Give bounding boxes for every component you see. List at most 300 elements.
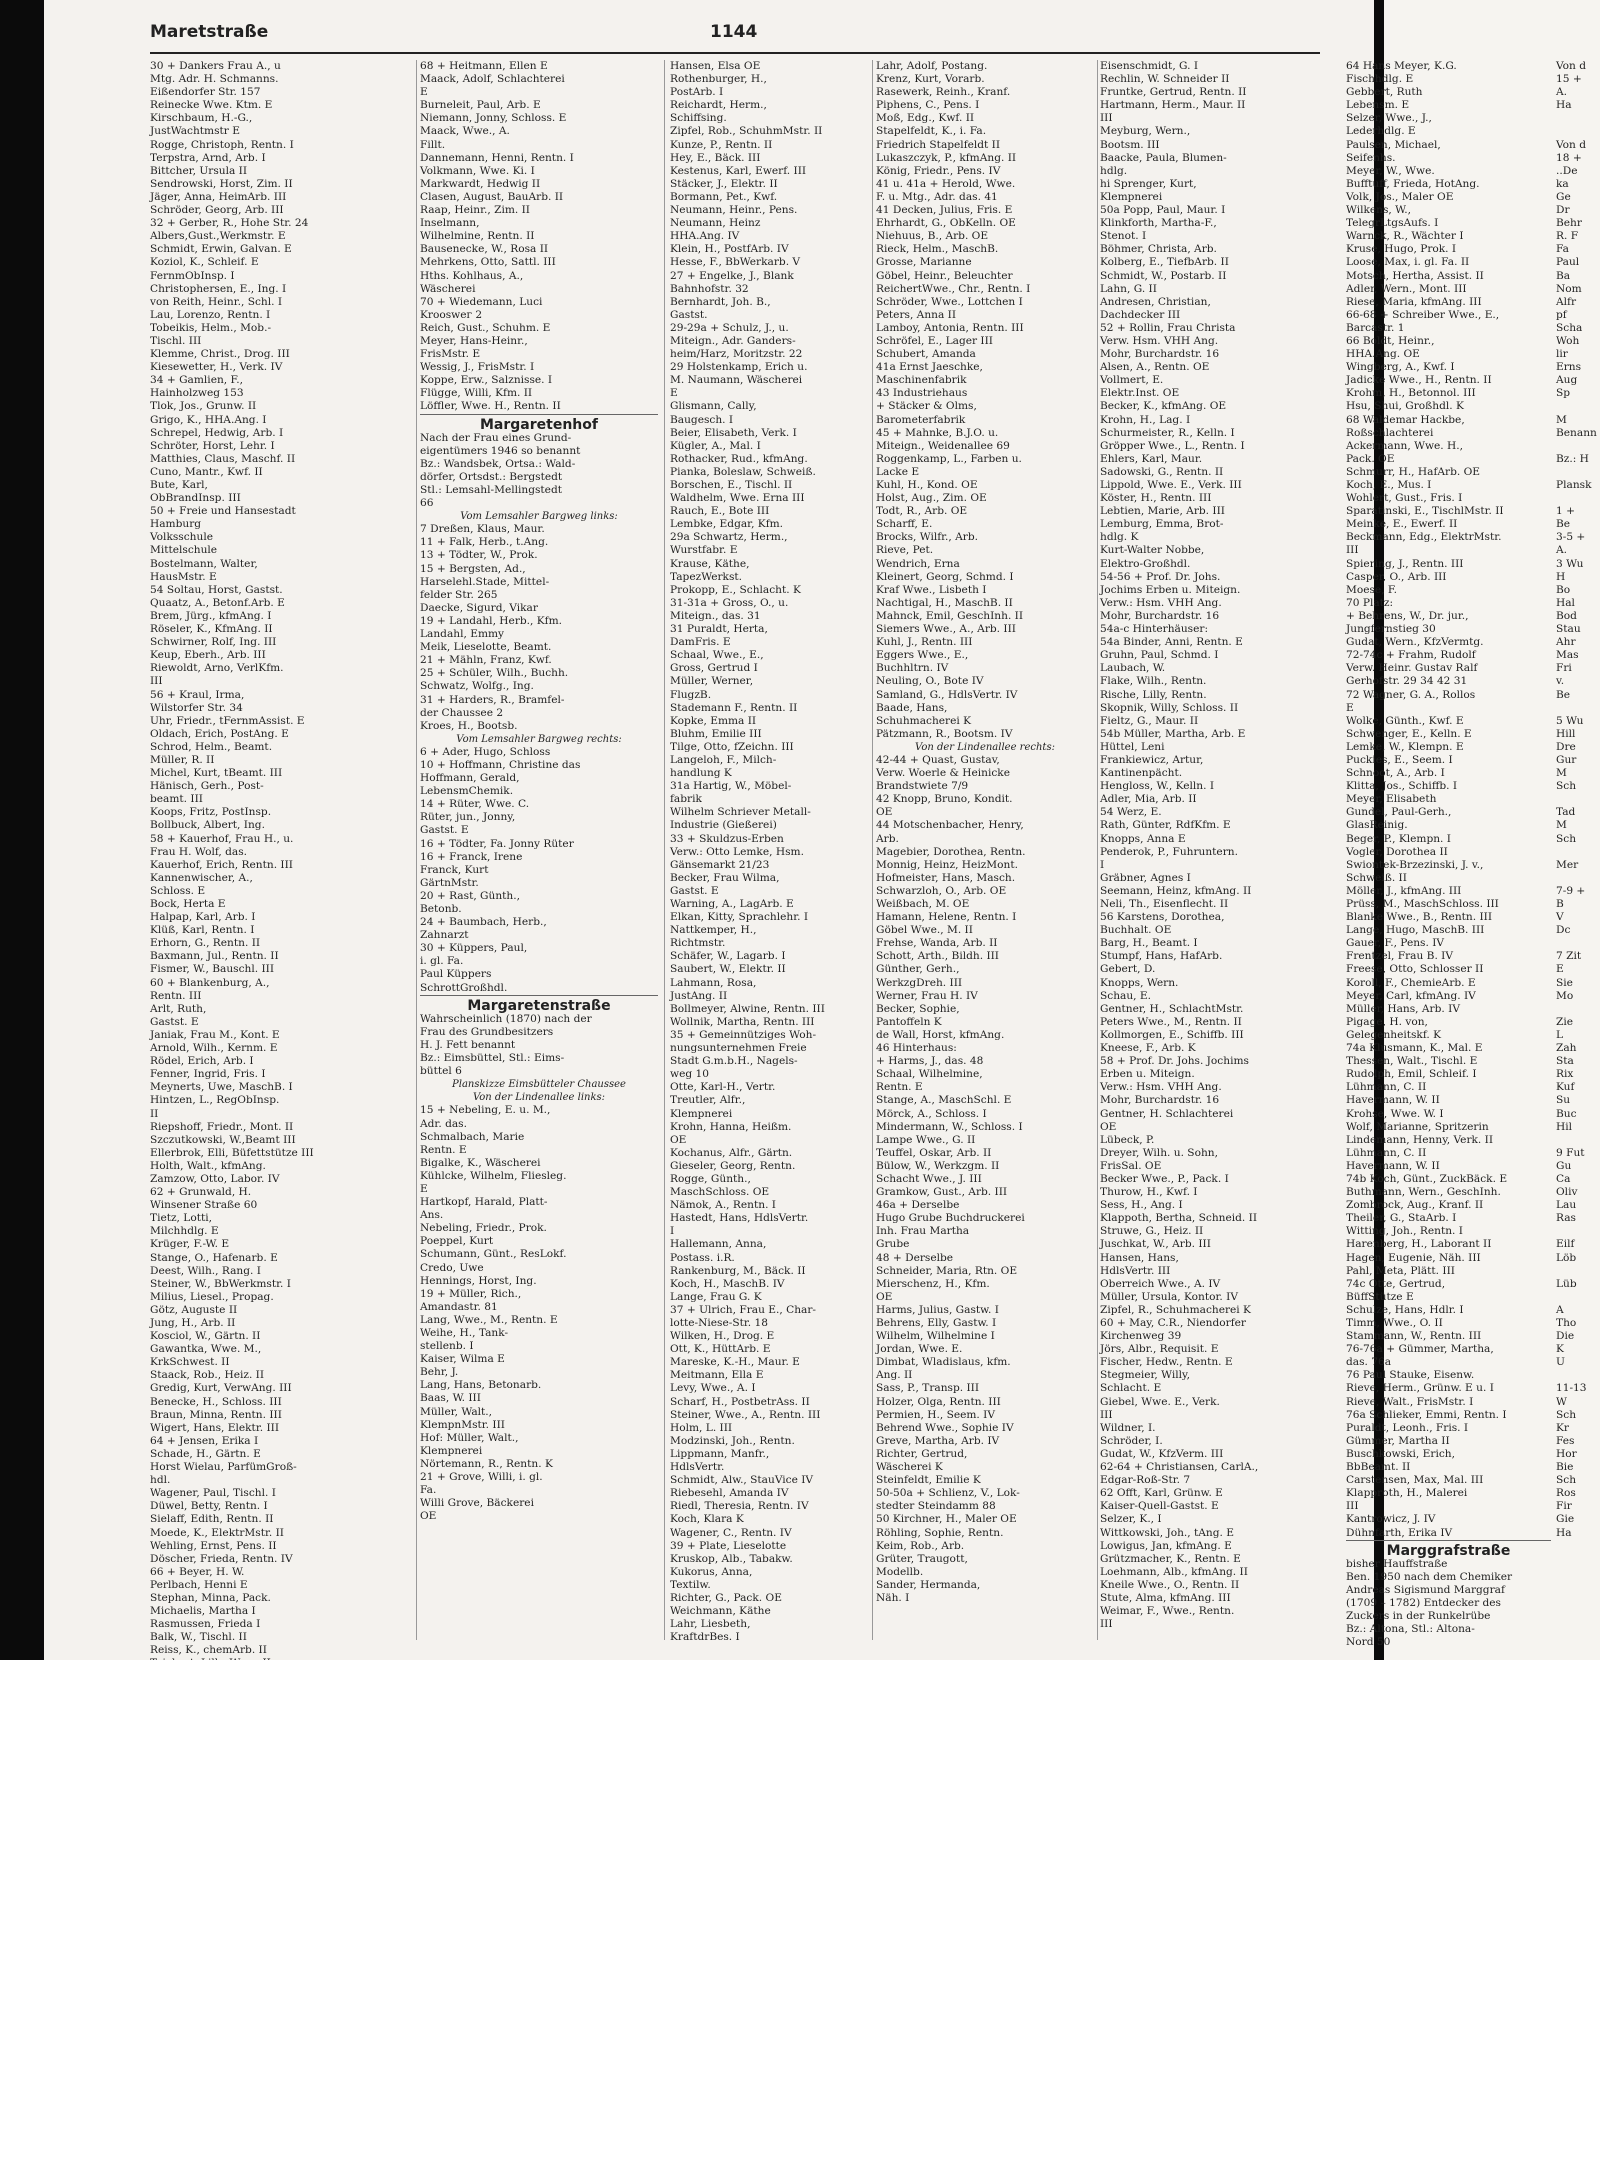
- directory-entry-line: Löb: [1556, 1251, 1577, 1264]
- directory-entry-line: Bausenecke, W., Rosa II: [420, 243, 549, 256]
- directory-entry-line: [1556, 1265, 1600, 1278]
- directory-entry-line: Franck, Kurt: [420, 863, 489, 876]
- directory-entry-line: Hallemann, Anna,: [670, 1238, 767, 1251]
- directory-entry-line: Wolf, Marianne, Spritzerin: [1346, 1120, 1489, 1133]
- directory-entry-line: OE: [876, 806, 893, 819]
- directory-entry-line: Mahnck, Emil, GeschInh. II: [876, 609, 1024, 622]
- directory-entry-line: lotte-Niese-Str. 18: [670, 1317, 768, 1329]
- directory-entry-line: Textilw.: [670, 1578, 711, 1591]
- directory-entry-line: B: [1556, 898, 1564, 910]
- section-note: Von der Lindenallee rechts:: [915, 741, 1055, 753]
- street-heading: Margaretenhof: [420, 414, 658, 432]
- directory-entry-line: Richter, Gertrud,: [876, 1447, 968, 1460]
- directory-entry-line: Gawantka, Wwe. M.,: [150, 1343, 262, 1356]
- directory-entry-line: Röseler, K., KfmAng. II: [150, 623, 273, 636]
- directory-entry-line: Verw.: Hsm. VHH Ang.: [1100, 596, 1222, 609]
- directory-entry-line: Klemme, Christ., Drog. III: [150, 348, 290, 361]
- directory-entry-line: Halpap, Karl, Arb. I: [150, 911, 256, 924]
- directory-entry-line: Inselmann,: [420, 217, 480, 230]
- directory-entry-line: Hagen, Eugenie, Näh. III: [1346, 1251, 1481, 1264]
- directory-entry-line: Werner, Frau H. IV: [876, 989, 978, 1002]
- directory-entry-line: Meinke, E., Ewerf. II: [1346, 518, 1458, 531]
- directory-entry-line: Wilstorfer Str. 34: [150, 701, 243, 714]
- directory-entry-line: Meyer, Hans-Heinr.,: [420, 334, 528, 347]
- directory-entry-line: Schneider, Maria, Rtn. OE: [876, 1264, 1018, 1277]
- directory-entry-line: Koppe, Erw., Salznisse. I: [420, 374, 553, 387]
- directory-entry-line: Skopnik, Willy, Schloss. II: [1100, 701, 1239, 714]
- directory-entry-line: Hänisch, Gerh., Post-: [150, 780, 264, 793]
- directory-entry-line: Hansen, Elsa OE: [670, 60, 761, 72]
- directory-entry-line: Lacke E: [876, 465, 920, 478]
- directory-entry-line: FrisSal. OE: [1100, 1159, 1162, 1172]
- directory-entry-line: 11-13: [1556, 1382, 1587, 1395]
- directory-entry-line: Maack, Wwe., A.: [420, 125, 510, 138]
- directory-entry-line: [1556, 1225, 1600, 1238]
- directory-entry-line: Volkmann, Wwe. Ki. I: [420, 164, 535, 177]
- directory-entry-line: Rieve, Pet.: [876, 544, 934, 557]
- directory-entry-line: Buchhltrn. IV: [876, 662, 949, 675]
- directory-entry-line: 41 u. 41a + Herold, Wwe.: [876, 177, 1016, 190]
- directory-entry-line: Hill: [1556, 727, 1576, 740]
- directory-entry-line: Frau des Grundbesitzers: [420, 1025, 554, 1038]
- directory-entry-line: Brandstwiete 7/9: [876, 780, 969, 793]
- directory-entry-line: Schulze, Hans, Hdlr. I: [1346, 1303, 1464, 1316]
- directory-entry-line: Jordan, Wwe. E.: [876, 1343, 963, 1356]
- directory-entry-line: 41a Ernst Jaeschke,: [876, 361, 983, 374]
- directory-entry-line: II: [150, 1107, 159, 1120]
- directory-entry-line: Wehling, Ernst, Pens. II: [150, 1539, 277, 1552]
- directory-entry-line: 42 Knopp, Bruno, Kondit.: [876, 793, 1013, 806]
- directory-entry-line: Harselehl.Stade, Mittel-: [420, 575, 550, 588]
- directory-entry-line: Hainholzweg 153: [150, 387, 244, 400]
- directory-entry-line: 66: [420, 497, 434, 510]
- directory-entry-line: Mtg. Adr. H. Schmanns.: [150, 73, 279, 86]
- directory-entry-line: Gredig, Kurt, VerwAng. III: [150, 1382, 292, 1395]
- directory-entry-line: E: [420, 86, 428, 99]
- directory-entry-line: Elkan, Kitty, Sprachlehr. I: [670, 911, 809, 924]
- directory-entry-line: Wendrich, Erna: [876, 557, 960, 570]
- directory-entry-line: Nach der Frau eines Grund-: [420, 431, 572, 444]
- directory-entry-line: Thurow, H., Kwf. I: [1100, 1186, 1198, 1199]
- directory-entry-line: Albers,Gust.,Werkmstr. E: [150, 230, 286, 243]
- directory-entry-line: Wolke, Günth., Kwf. E: [1346, 714, 1464, 727]
- directory-entry-line: Mohr, Burchardstr. 16: [1100, 1094, 1220, 1107]
- directory-entry-line: Hamburg: [150, 518, 202, 531]
- directory-entry-line: Mittelschule: [150, 544, 218, 557]
- directory-entry-line: Wilken, H., Drog. E: [670, 1330, 775, 1343]
- directory-entry-line: Schade, H., Gärtn. E: [150, 1447, 261, 1460]
- directory-entry-line: Jäger, Anna, HeimArb. III: [150, 190, 287, 203]
- directory-entry-line: Janiak, Frau M., Kont. E: [150, 1028, 280, 1041]
- directory-entry-line: Maack, Adolf, Schlachterei: [420, 73, 565, 86]
- directory-entry-line: [1556, 793, 1600, 806]
- directory-entry-line: Elektr.Inst. OE: [1100, 387, 1180, 400]
- directory-entry-line: Schmidt, W., Postarb. II: [1100, 269, 1227, 282]
- directory-entry-line: Lemburg, Emma, Brot-: [1100, 518, 1224, 531]
- directory-entry-line: 70 Platz:: [1346, 596, 1394, 609]
- directory-entry-line: Fa.: [420, 1484, 437, 1497]
- directory-entry-line: Hof: Müller, Walt.,: [420, 1431, 519, 1444]
- directory-entry-line: Gräbner, Agnes I: [1100, 871, 1191, 884]
- column-divider: [416, 60, 417, 1640]
- street-heading: Marggrafstraße: [1346, 1540, 1551, 1558]
- directory-entry-line: 3-5 +: [1556, 531, 1586, 544]
- directory-entry-line: 72-74c + Frahm, Rudolf: [1346, 649, 1476, 662]
- directory-entry-line: 32 + Gerber, R., Hohe Str. 24: [150, 217, 309, 230]
- directory-entry-line: Wilkens, W.,: [1346, 204, 1411, 217]
- directory-entry-line: Otte, Karl-H., Vertr.: [670, 1081, 776, 1094]
- column-divider: [872, 60, 873, 1640]
- directory-entry-line: Niemann, Jonny, Schloss. E: [420, 112, 567, 125]
- directory-entry-line: Bluhm, Emilie III: [670, 727, 762, 740]
- directory-entry-line: Reiss, K., chemArb. II: [150, 1644, 267, 1657]
- directory-entry-line: Industrie (Gießerei): [670, 819, 777, 832]
- directory-entry-line: nungsunternehmen Freie: [670, 1042, 807, 1055]
- directory-entry-line: Amandastr. 81: [420, 1300, 498, 1313]
- directory-entry-line: Krohn, H., Lag. I: [1100, 413, 1191, 426]
- directory-entry-line: Nörtemann, R., Rentn. K: [420, 1457, 553, 1470]
- section-note: Von der Lindenallee links:: [472, 1092, 606, 1104]
- directory-entry-line: Schwenger, E., Kelln. E: [1346, 727, 1472, 740]
- directory-entry-line: Eilf: [1556, 1238, 1575, 1251]
- directory-entry-line: Swiontek-Brzezinski, J. v.,: [1346, 858, 1484, 871]
- directory-entry-line: 43 Industriehaus: [876, 387, 968, 400]
- directory-entry-line: LebensmChemik.: [420, 785, 514, 798]
- directory-entry-line: Gruhn, Paul, Schmd. I: [1100, 649, 1219, 662]
- directory-entry-line: Lampe Wwe., G. II: [876, 1133, 976, 1146]
- directory-entry-line: Göbel, Heinr., Beleuchter: [876, 269, 1013, 282]
- directory-entry-line: Gie: [1556, 1513, 1575, 1526]
- directory-entry-line: Müller, Hans, Arb. IV: [1346, 1002, 1460, 1015]
- directory-entry-line: 24 + Baumbach, Herb.,: [420, 916, 547, 929]
- directory-entry-line: Verw. Hsm. VHH Ang.: [1100, 334, 1219, 347]
- directory-entry-line: I: [1100, 858, 1105, 871]
- directory-entry-line: Reinecke Wwe. Ktm. E: [150, 99, 273, 112]
- directory-entry-line: fabrik: [670, 793, 702, 806]
- directory-entry-line: Harenberg, H., Laborant II: [1346, 1238, 1492, 1251]
- directory-entry-line: Peters, Anna II: [876, 308, 957, 321]
- directory-entry-line: Balk, W., Tischl. II: [150, 1631, 247, 1644]
- directory-entry-line: Lau: [1556, 1199, 1577, 1212]
- directory-entry-line: Michaelis, Martha I: [150, 1605, 256, 1618]
- directory-entry-line: Christophersen, E., Ing. I: [150, 282, 287, 295]
- directory-entry-line: Sielaff, Edith, Rentn. II: [150, 1513, 274, 1526]
- directory-entry-line: Mindermann, W., Schloss. I: [876, 1120, 1023, 1133]
- directory-entry-line: Hamann, Helene, Rentn. I: [876, 911, 1017, 924]
- directory-entry-line: Witting, Joh., Rentn. I: [1346, 1225, 1463, 1238]
- directory-entry-line: Stademann F., Rentn. II: [670, 701, 798, 714]
- directory-entry-line: Kantinenpächt.: [1100, 767, 1183, 780]
- directory-entry-line: Verw.: Hsm. VHH Ang.: [1100, 1081, 1222, 1094]
- directory-entry-line: Keim, Rob., Arb.: [876, 1539, 965, 1552]
- directory-entry-line: Koch, E., Mus. I: [1346, 479, 1432, 491]
- directory-entry-line: Ca: [1556, 1172, 1571, 1185]
- directory-entry-line: 60 + Blankenburg, A.,: [150, 976, 270, 989]
- directory-entry-line: Winsener Straße 60: [150, 1199, 258, 1212]
- directory-entry-line: Ros: [1556, 1487, 1576, 1500]
- directory-entry-line: Lübeck, P.: [1100, 1133, 1155, 1146]
- directory-entry-line: Benecke, H., Schloss. III: [150, 1395, 282, 1408]
- directory-entry-line: Adler, Wern., Mont. III: [1346, 282, 1467, 295]
- directory-entry-line: TapezWerkst.: [670, 570, 743, 583]
- directory-entry-line: Alfr: [1556, 295, 1577, 308]
- directory-entry-line: Stäcker, J., Elektr. II: [670, 177, 778, 190]
- directory-entry-line: Erben u. Miteign.: [1100, 1068, 1195, 1081]
- directory-entry-line: Kleinert, Georg, Schmd. I: [876, 570, 1014, 583]
- directory-entry-line: Ha: [1556, 1526, 1572, 1539]
- directory-entry-line: Wagener, Paul, Tischl. I: [150, 1487, 276, 1500]
- directory-entry-line: Krooswег 2: [420, 308, 483, 321]
- directory-entry-line: 31a Hartig, W., Möbel-: [670, 780, 792, 793]
- directory-entry-line: dörfer, Ortsdst.: Bergstedt: [420, 470, 563, 483]
- directory-entry-line: Bute, Karl,: [150, 479, 208, 491]
- directory-entry-line: 31 Puraldt, Herta,: [670, 623, 768, 636]
- directory-entry-line: Perlbach, Henni E: [150, 1578, 248, 1591]
- directory-entry-line: Schacht Wwe., J. III: [876, 1172, 982, 1185]
- directory-entry-line: Fruntke, Gertrud, Rentn. II: [1100, 86, 1247, 99]
- directory-entry-line: Mas: [1556, 649, 1579, 662]
- directory-entry-line: Elektro-Großhdl.: [1100, 557, 1191, 570]
- directory-entry-line: BbBeamt. II: [1346, 1461, 1411, 1474]
- directory-entry-line: Terpstra, Arnd, Arb. I: [150, 151, 266, 164]
- directory-entry-line: III: [1100, 1408, 1113, 1421]
- directory-entry-line: Schurmeister, R., Kelln. I: [1100, 426, 1235, 439]
- directory-entry-line: Kneese, F., Arb. K: [1100, 1042, 1196, 1055]
- directory-entry-line: Lühmann, C. II: [1346, 1146, 1427, 1159]
- directory-entry-line: Lange, Frau G. K: [670, 1290, 762, 1303]
- directory-entry-line: Maschinenfabrik: [876, 374, 967, 387]
- directory-entry-line: Sess, H., Ang. I: [1100, 1199, 1183, 1212]
- directory-entry-line: Lamboy, Antonia, Rentn. III: [876, 321, 1024, 334]
- directory-entry-line: Holm, L. III: [670, 1421, 733, 1434]
- directory-entry-line: Nom: [1556, 282, 1582, 295]
- directory-entry-line: Thessen, Walt., Tischl. E: [1346, 1055, 1478, 1068]
- directory-entry-line: Roggenkamp, L., Farben u.: [876, 452, 1022, 465]
- directory-entry-line: Kneile Wwe., O., Rentn. II: [1100, 1578, 1240, 1591]
- directory-entry-line: Clasen, August, BauArb. II: [420, 190, 564, 203]
- directory-entry-line: Brocks, Wilfr., Arb.: [876, 531, 979, 544]
- directory-entry-line: Klempnerei: [420, 1444, 483, 1457]
- directory-entry-line: Ans.: [420, 1209, 444, 1222]
- directory-entry-line: Kirchenweg 39: [1100, 1330, 1182, 1343]
- directory-entry-line: Holst, Aug., Zim. OE: [876, 492, 987, 505]
- directory-entry-line: Hor: [1556, 1447, 1577, 1460]
- directory-entry-line: Gentner, H., SchlachtMstr.: [1100, 1002, 1244, 1015]
- directory-entry-line: 74a Klusmann, K., Mal. E: [1346, 1042, 1483, 1055]
- directory-entry-line: Arb.: [876, 832, 899, 845]
- directory-entry-line: Schaal, Wilhelmine,: [876, 1068, 983, 1081]
- directory-entry-line: Gieseler, Georg, Rentn.: [670, 1159, 796, 1172]
- directory-entry-line: Moede, K., ElektrMstr. II: [150, 1526, 284, 1539]
- directory-entry-line: III: [1100, 112, 1113, 125]
- directory-entry-line: Prokopp, E., Schlacht. K: [670, 583, 801, 596]
- directory-entry-line: Sch: [1556, 780, 1577, 793]
- directory-entry-line: Sendrowski, Horst, Zim. II: [150, 177, 293, 190]
- directory-entry-line: Woh: [1556, 334, 1580, 347]
- directory-entry-line: Adler, Mia, Arb. II: [1100, 793, 1197, 806]
- directory-entry-line: Flake, Wilh., Rentn.: [1100, 675, 1207, 688]
- directory-entry-line: Plansk: [1556, 479, 1592, 491]
- directory-entry-line: Meyburg, Wern.,: [1100, 125, 1191, 138]
- directory-entry-line: FrisMstr. E: [420, 348, 481, 361]
- directory-entry-line: Inh. Frau Martha: [876, 1225, 970, 1238]
- directory-entry-line: Bufftuff, Frieda, HotAng.: [1346, 177, 1480, 190]
- directory-entry-line: Eißendorfer Str. 157: [150, 86, 261, 99]
- directory-entry-line: 58 + Prof. Dr. Johs. Jochims: [1100, 1055, 1249, 1068]
- directory-entry-line: 5 Wu: [1556, 714, 1584, 727]
- directory-entry-line: 15 +: [1556, 73, 1582, 86]
- directory-entry-line: Kurt-Walter Nobbe,: [1100, 544, 1205, 557]
- directory-entry-line: 34 + Gamlien, F.,: [150, 374, 243, 387]
- directory-entry-line: Staack, Rob., Heiz. II: [150, 1369, 265, 1382]
- directory-entry-line: Oldach, Erich, PostAng. E: [150, 727, 289, 740]
- directory-entry-line: Barometerfabrik: [876, 413, 966, 426]
- directory-entry-line: büttel 6: [420, 1065, 462, 1078]
- directory-entry-line: Dr: [1556, 204, 1570, 217]
- directory-entry-line: M: [1556, 767, 1567, 780]
- directory-entry-line: 52 + Rollin, Frau Christa: [1100, 321, 1236, 334]
- directory-entry-line: Baas, W. III: [420, 1392, 481, 1405]
- directory-entry-line: Tischl. III: [150, 334, 202, 347]
- directory-entry-line: Gundel, Paul-Gerh.,: [1346, 806, 1452, 819]
- directory-entry-line: 48 + Derselbe: [876, 1251, 954, 1264]
- directory-entry-line: KlempnMstr. III: [420, 1418, 505, 1431]
- directory-column-4: [876, 60, 1094, 1640]
- directory-entry-line: 29 Holstenkamp, Erich u.: [670, 361, 808, 374]
- directory-entry-line: 76 Paul Stauke, Eisenw.: [1346, 1369, 1475, 1382]
- directory-column-5: [1100, 60, 1326, 1640]
- directory-entry-line: Richter, G., Pack. OE: [670, 1591, 782, 1604]
- running-head-street: Maretstraße: [150, 22, 269, 42]
- directory-entry-line: E: [1346, 701, 1354, 714]
- directory-entry-line: 7 Zit: [1556, 950, 1582, 963]
- directory-entry-line: Gastst. E: [420, 824, 469, 837]
- directory-entry-line: 62 + Grunwald, H.: [150, 1186, 252, 1199]
- directory-entry-line: Tlok, Jos., Grunw. II: [150, 400, 257, 413]
- directory-entry-line: Klempnerei: [670, 1107, 733, 1120]
- directory-entry-line: Becker Wwe., P., Pack. I: [1100, 1172, 1229, 1185]
- directory-entry-line: stellenb. I: [420, 1340, 474, 1353]
- directory-entry-line: 50 + Freie und Hansestadt: [150, 505, 296, 518]
- directory-entry-line: Jungfernstieg 30: [1346, 623, 1436, 636]
- directory-column-1: [150, 60, 412, 1657]
- directory-entry-line: FernmObInsp. I: [150, 269, 235, 282]
- directory-entry-line: [1556, 112, 1600, 125]
- directory-entry-line: Müller, Werner,: [670, 675, 754, 688]
- directory-entry-line: [1556, 466, 1600, 479]
- directory-entry-line: Langeloh, F., Milch-: [670, 753, 777, 766]
- directory-entry-line: i. gl. Fa.: [420, 955, 464, 968]
- directory-entry-line: Baacke, Paula, Blumen-: [1100, 151, 1227, 164]
- directory-entry-line: Wäscherei K: [876, 1461, 943, 1474]
- directory-entry-line: Müller, Walt.,: [420, 1405, 493, 1418]
- directory-entry-line: H. J. Fett benannt: [420, 1038, 516, 1051]
- directory-entry-line: Rieve, Walt., FrisMstr. I: [1346, 1395, 1474, 1408]
- directory-entry-line: Schweiß. II: [1346, 871, 1407, 884]
- directory-entry-line: Schmidt, Alw., StauVice IV: [670, 1474, 814, 1487]
- directory-entry-line: Gelegenheitskf. K: [1346, 1028, 1442, 1041]
- directory-entry-line: 62-64 + Christiansen, CarlA.,: [1100, 1461, 1259, 1474]
- directory-entry-line: OE: [876, 1290, 893, 1303]
- directory-entry-line: Riese, Maria, kfmAng. III: [1346, 295, 1482, 308]
- directory-entry-line: U: [1556, 1356, 1565, 1369]
- directory-entry-line: Tho: [1556, 1317, 1577, 1329]
- directory-entry-line: Be: [1556, 518, 1571, 531]
- directory-entry-line: Koroll, F., ChemieArb. E: [1346, 976, 1476, 989]
- directory-entry-line: F. u. Mtg., Adr. das. 41: [876, 190, 998, 203]
- directory-entry-line: HausMstr. E: [150, 570, 217, 583]
- directory-entry-line: Selzer, Wwe., J.,: [1346, 112, 1432, 125]
- directory-entry-line: handlung K: [670, 767, 732, 780]
- directory-entry-line: Dannemann, Henni, Rentn. I: [420, 151, 574, 164]
- section-note: Vom Lemsahler Bargweg links:: [460, 511, 618, 523]
- directory-entry-line: Arlt, Ruth,: [150, 1002, 207, 1015]
- directory-entry-line: GlasReinig.: [1346, 819, 1408, 832]
- directory-entry-line: Schaal, Wwe., E.,: [670, 649, 764, 662]
- directory-entry-line: Zipfel, Rob., SchuhmMstr. II: [670, 125, 823, 138]
- directory-entry-line: Buc: [1556, 1107, 1577, 1120]
- directory-entry-line: Selzer, K., I: [1100, 1513, 1162, 1526]
- directory-entry-line: Bollmeyer, Alwine, Rentn. III: [670, 1002, 825, 1015]
- directory-entry-line: Gross, Gertrud I: [670, 662, 758, 675]
- directory-entry-line: Kunze, P., Rentn. II: [670, 138, 773, 151]
- directory-entry-line: WerkzgDreh. III: [876, 976, 963, 989]
- directory-entry-line: beamt. III: [150, 793, 203, 806]
- directory-entry-line: Grube: [876, 1238, 910, 1251]
- directory-entry-line: E: [670, 387, 678, 400]
- directory-entry-line: Betonb.: [420, 903, 462, 915]
- directory-entry-line: FlugzB.: [670, 688, 712, 701]
- directory-entry-line: Wigert, Hans, Elektr. III: [150, 1421, 280, 1434]
- directory-entry-line: Markwardt, Hedwig II: [420, 177, 541, 190]
- directory-entry-line: Weißbach, M. OE: [876, 898, 970, 910]
- directory-entry-line: Mohr, Burchardstr. 16: [1100, 609, 1220, 622]
- directory-entry-line: Krohse, Wwe. W. I: [1346, 1107, 1444, 1120]
- directory-entry-line: Fri: [1556, 662, 1572, 675]
- directory-entry-line: Adr. das.: [420, 1117, 467, 1130]
- directory-entry-line: Rentn. E: [876, 1081, 923, 1094]
- directory-entry-line: 54-56 + Prof. Dr. Johs.: [1100, 570, 1221, 583]
- directory-entry-line: 50-50a + Schlienz, V., Lok-: [876, 1487, 1020, 1500]
- directory-entry-line: Wahrscheinlich (1870) nach der: [420, 1012, 592, 1025]
- directory-entry-line: Wohlert, Gust., Fris. I: [1346, 492, 1463, 505]
- directory-entry-line: 16 + Tödter, Fa. Jonny Rüter: [420, 837, 574, 850]
- directory-entry-line: Samland, G., HdlsVertr. IV: [876, 688, 1018, 701]
- directory-entry-line: Von d: [1556, 60, 1587, 72]
- directory-entry-line: Ang. II: [876, 1369, 913, 1382]
- directory-entry-line: Oliv: [1556, 1186, 1578, 1199]
- directory-entry-line: Wildner, I.: [1100, 1421, 1156, 1434]
- directory-entry-line: Sch: [1556, 1408, 1577, 1421]
- directory-entry-line: Lippold, Wwe. E., Verk. III: [1100, 479, 1242, 491]
- directory-entry-line: Schrepel, Hedwig, Arb. I: [150, 426, 284, 439]
- directory-entry-line: Lahmann, Rosa,: [670, 976, 757, 989]
- column-divider: [1097, 60, 1098, 1640]
- directory-entry-line: Schröter, Horst, Lehr. I: [150, 439, 275, 452]
- directory-entry-line: Wingberg, A., Kwf. I: [1346, 361, 1455, 374]
- directory-entry-line: Motsch, Hertha, Assist. II: [1346, 269, 1484, 282]
- directory-entry-line: Theiler, G., StaArb. I: [1346, 1212, 1457, 1225]
- directory-entry-line: Volk, Jos., Maler OE: [1346, 190, 1454, 203]
- directory-entry-line: Hengloss, W., Kelln. I: [1100, 780, 1215, 793]
- directory-entry-line: K: [1556, 1343, 1564, 1356]
- directory-entry-line: Gebbert, Ruth: [1346, 86, 1423, 99]
- directory-entry-line: Kolberg, E., TiefbArb. II: [1100, 256, 1229, 269]
- directory-entry-line: Stapelfeldt, K., i. Fa.: [876, 125, 987, 138]
- directory-entry-line: Gastst.: [670, 308, 708, 321]
- section-note: Planskizze Eimsbütteler Chaussee: [452, 1079, 626, 1091]
- directory-entry-line: H: [1556, 570, 1566, 583]
